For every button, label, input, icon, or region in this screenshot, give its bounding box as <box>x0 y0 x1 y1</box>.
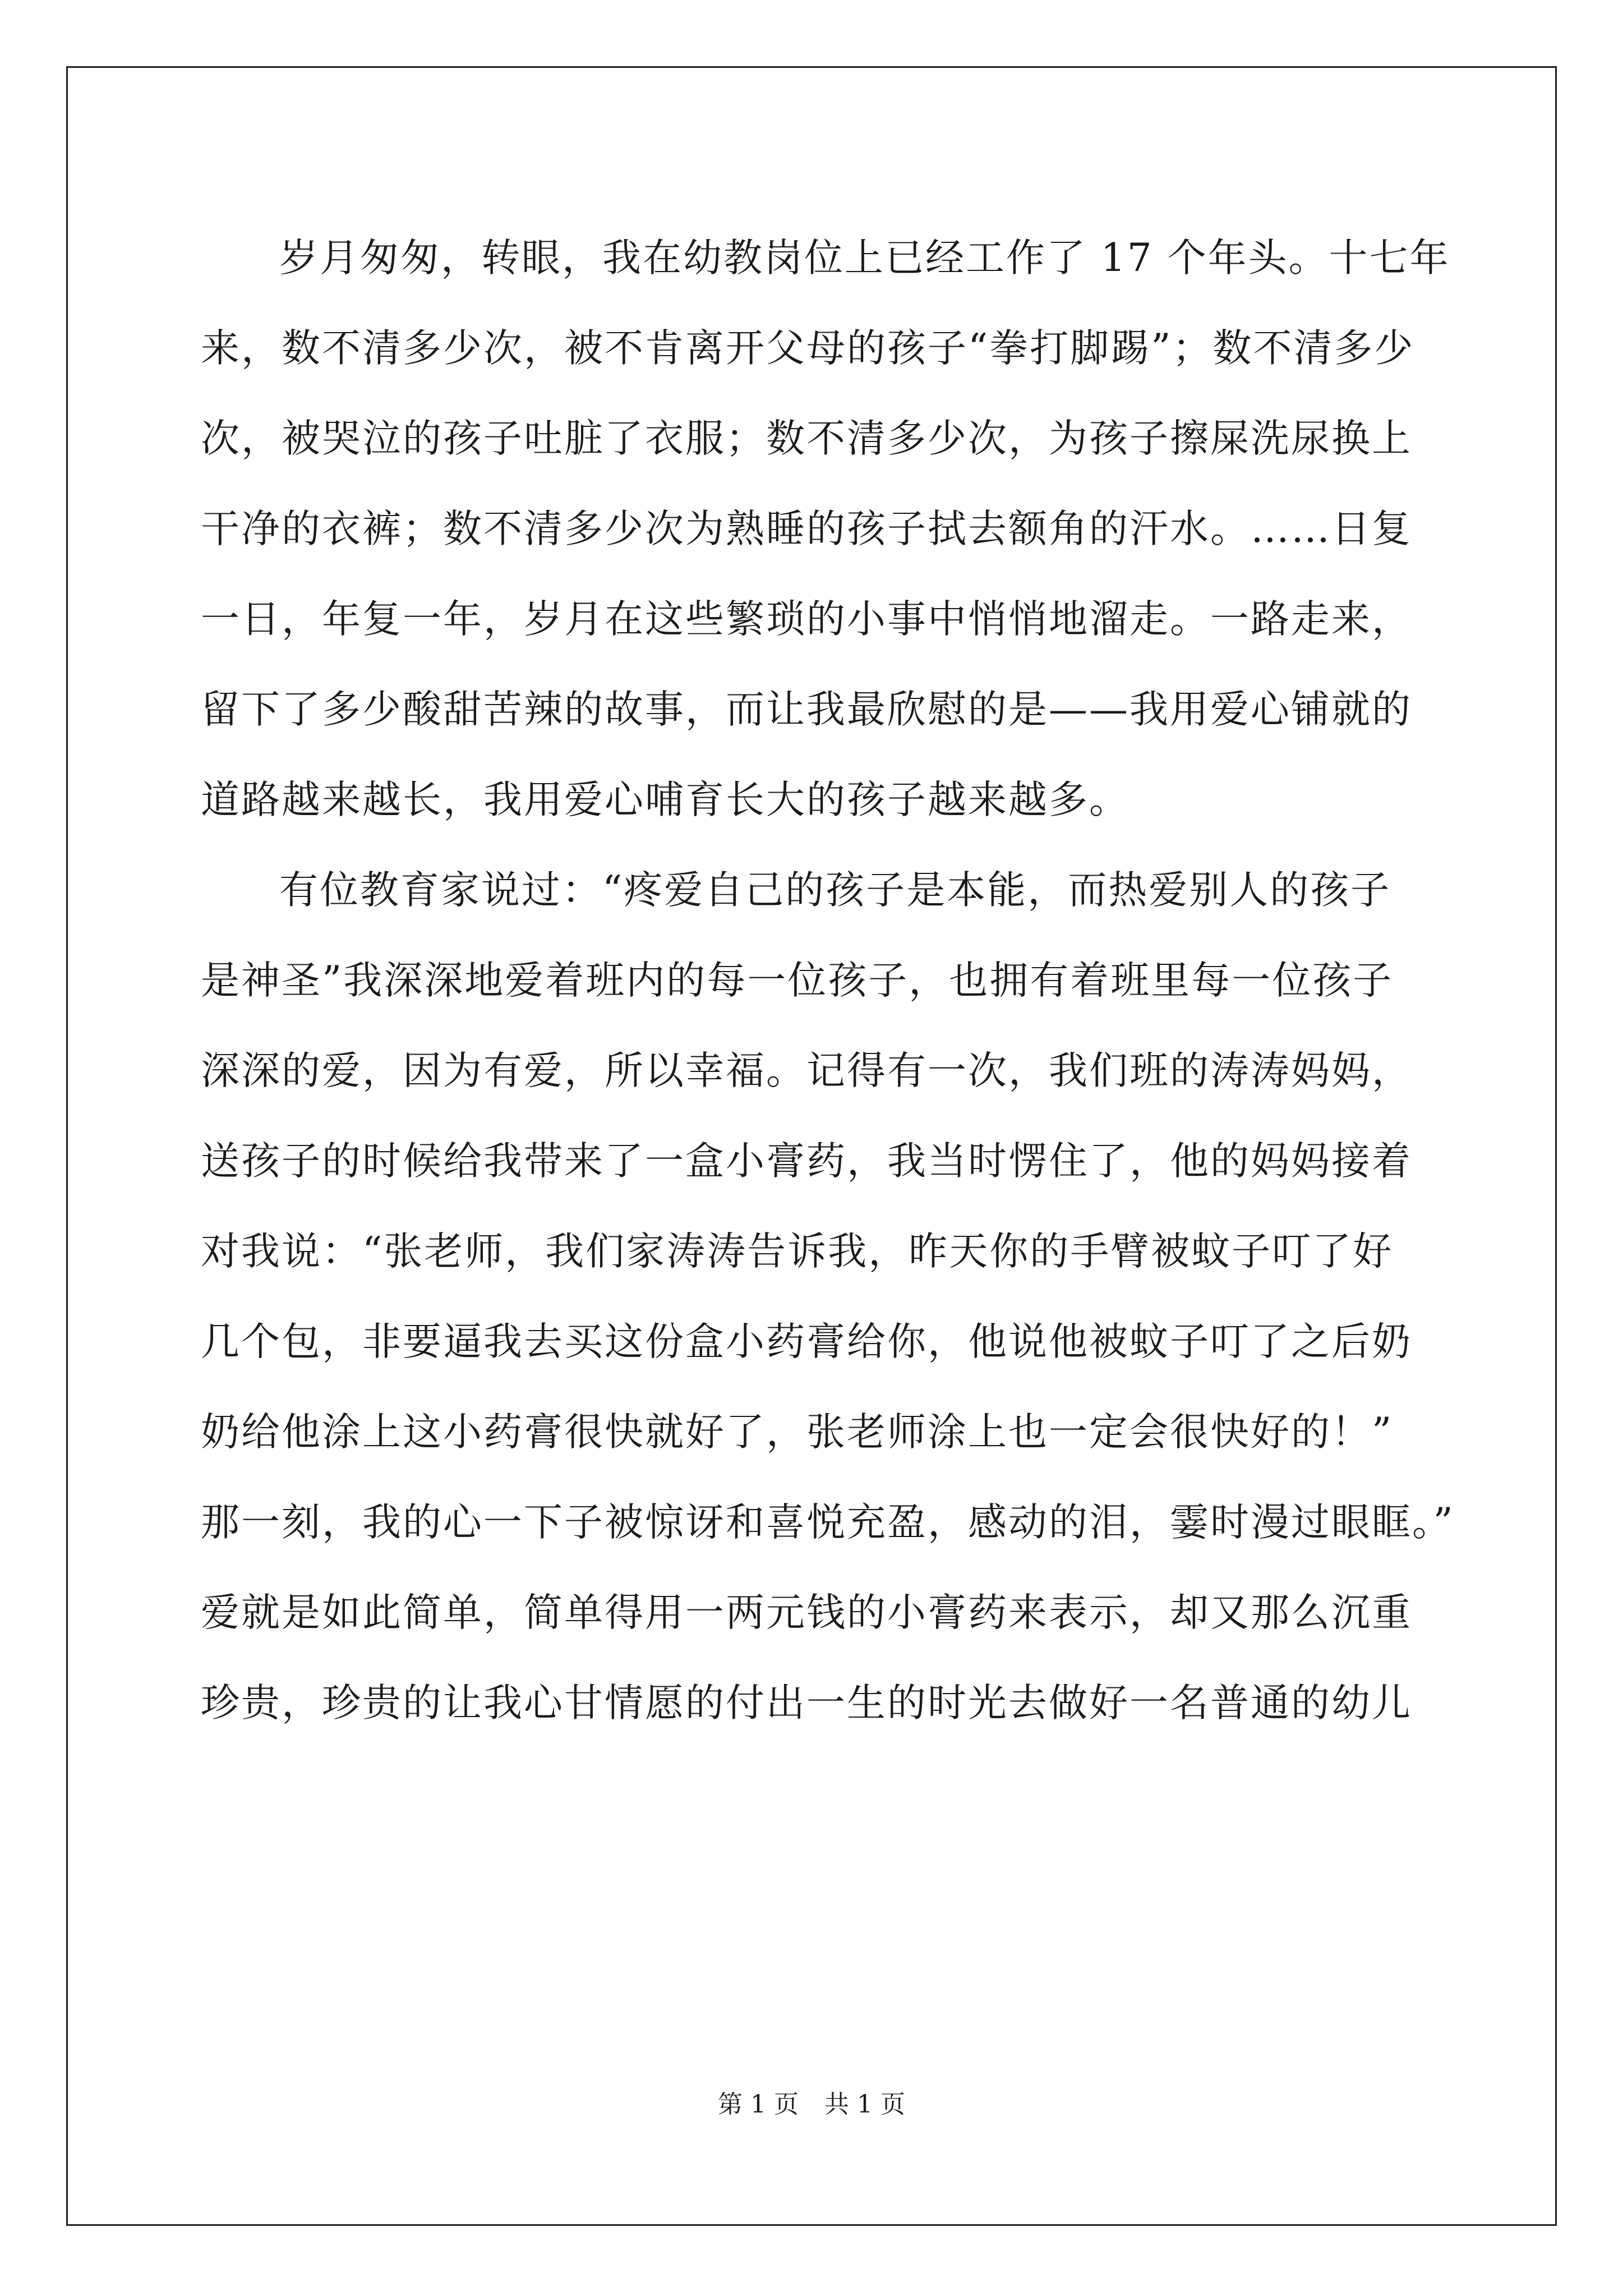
paragraph-2-line-6: 几个包，非要逼我去买这份盒小药膏给你，他说他被蚊子叮了之后奶 <box>201 1319 1412 1364</box>
paragraph-1-line-2: 来，数不清多少次，被不肯离开父母的孩子“拳打脚踢”；数不清多少 <box>201 326 1415 371</box>
paragraph-2-line-5: 对我说：“张老师，我们家涛涛告诉我，昨天你的手臂被蚊子叮了好 <box>201 1229 1394 1274</box>
paragraph-1-line-4: 干净的衣裤；数不清多少次为熟睡的孩子拭去额角的汗水。……日复 <box>201 507 1412 551</box>
paragraph-2-line-3: 深深的爱，因为有爱，所以幸福。记得有一次，我们班的涛涛妈妈， <box>201 1048 1412 1093</box>
paragraph-2-line-8: 那一刻，我的心一下子被惊讶和喜悦充盈，感动的泪，霎时漫过眼眶。” <box>201 1500 1455 1545</box>
paragraph-2-line-9: 爱就是如此简单，简单得用一两元钱的小膏药来表示，却又那么沉重 <box>201 1590 1412 1635</box>
paragraph-2-line-10: 珍贵，珍贵的让我心甘情愿的付出一生的时光去做好一名普通的幼儿 <box>201 1681 1412 1726</box>
paragraph-2-line-7: 奶给他涂上这小药膏很快就好了，张老师涂上也一定会很快好的！” <box>201 1410 1394 1455</box>
paragraph-2-line-1: 有位教育家说过：“疼爱自己的孩子是本能，而热爱别人的孩子 <box>279 868 1391 913</box>
paragraph-1-line-5: 一日，年复一年，岁月在这些繁琐的小事中悄悄地溜走。一路走来， <box>201 597 1412 642</box>
paragraph-1-line-7: 道路越来越长，我用爱心哺育长大的孩子越来越多。 <box>201 777 1129 822</box>
page-number-total: 共 1 页 <box>824 2090 905 2119</box>
paragraph-2-line-4: 送孩子的时候给我带来了一盒小膏药，我当时愣住了，他的妈妈接着 <box>201 1139 1412 1184</box>
paragraph-1-line-1: 岁月匆匆，转眼，我在幼教岗位上已经工作了 17 个年头。十七年 <box>279 236 1450 280</box>
paragraph-2-line-2: 是神圣”我深深地爱着班内的每一位孩子，也拥有着班里每一位孩子 <box>201 958 1394 1003</box>
paragraph-1-line-6: 留下了多少酸甜苦辣的故事，而让我最欣慰的是——我用爱心铺就的 <box>201 687 1412 732</box>
document-body <box>201 213 1485 1749</box>
page-number-current: 第 1 页 <box>718 2090 799 2119</box>
page-footer <box>0 2088 1623 2122</box>
paragraph-1-line-3: 次，被哭泣的孩子吐脏了衣服；数不清多少次，为孩子擦屎洗尿换上 <box>201 416 1412 461</box>
